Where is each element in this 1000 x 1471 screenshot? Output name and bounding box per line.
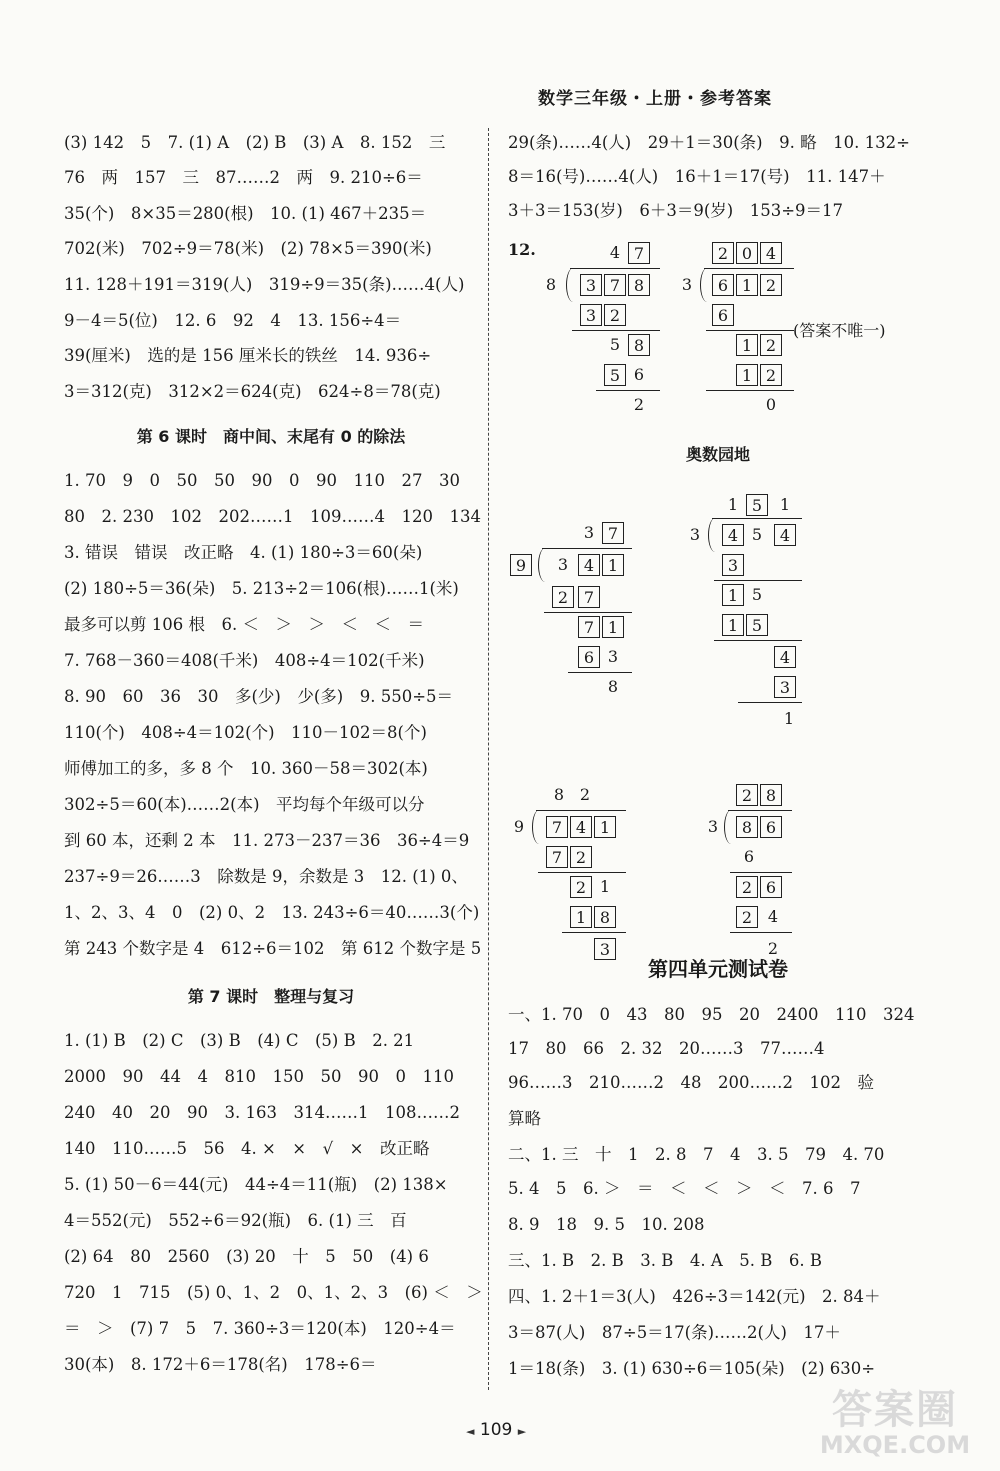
quotient-digit-box: 2 — [736, 784, 758, 806]
subtract-digit-box: 6 — [712, 304, 734, 326]
answer-line: 算略 — [508, 1109, 541, 1128]
final-remainder: 2 — [633, 395, 645, 414]
question-number: 12. — [508, 240, 536, 259]
answer-line: 1、2、3、4 0 (2) 0、2 13. 243÷6＝40……3(个) — [64, 903, 480, 922]
answer-line: 720 1 715 (5) 0、1、2 0、1、2、3 (6) ＜ ＞ — [64, 1283, 483, 1302]
answer-line: 3＝312(克) 312×2＝624(克) 624÷8＝78(克) — [64, 382, 441, 401]
answer-line: 11. 128＋191＝319(人) 319÷9＝35(条)……4(人) — [64, 275, 465, 294]
subtract-digit: 4 — [767, 907, 779, 926]
quotient-digit-box: 7 — [602, 522, 624, 544]
division-bracket — [566, 268, 579, 302]
dividend-digit-box: 1 — [602, 554, 624, 576]
step-line — [706, 390, 794, 391]
long-division-f — [706, 784, 826, 964]
answer-line: 8. 9 18 9. 5 10. 208 — [508, 1215, 705, 1234]
answer-note: (答案不唯一) — [793, 321, 886, 340]
column-divider — [488, 128, 489, 1390]
watermark — [800, 1388, 990, 1458]
dividend-digit-box: 6 — [760, 816, 782, 838]
answer-line: 76 两 157 三 87……2 两 9. 210÷6＝ — [64, 168, 423, 187]
answer-line: 96……3 210……2 48 200……2 102 验 — [508, 1073, 874, 1092]
division-bracket — [532, 810, 545, 844]
dividend-digit: 5 — [751, 525, 763, 544]
answer-line: (2) 64 80 2560 (3) 20 十 5 50 (4) 6 — [64, 1247, 429, 1266]
quotient-digit-box: 2 — [712, 242, 734, 264]
division-bar — [542, 548, 632, 549]
right-arrow-icon: ► — [517, 1425, 527, 1438]
answer-line: 1. 70 9 0 50 50 90 0 90 110 27 30 — [64, 471, 460, 490]
page-number: 109 — [479, 1420, 513, 1440]
division-bar — [712, 518, 802, 519]
answer-line: 2000 90 44 4 810 150 50 90 0 110 — [64, 1067, 454, 1086]
answer-line: 3＋3＝153(岁) 6＋3＝9(岁) 153÷9＝17 — [508, 201, 844, 220]
quotient-digit: 3 — [583, 523, 595, 542]
answer-line: 140 110……5 56 4. × × √ × 改正略 — [64, 1139, 430, 1158]
dividend-digit-box: 1 — [736, 274, 758, 296]
step-line — [562, 932, 626, 933]
remainder-digit-box: 8 — [628, 334, 650, 356]
answer-line: 5. (1) 50－6＝44(元) 44÷4＝11(瓶) (2) 138× — [64, 1175, 448, 1194]
divisor: 9 — [513, 817, 525, 836]
answer-line: 4＝552(元) 552÷6＝92(瓶) 6. (1) 三 百 — [64, 1211, 407, 1230]
watermark-logo: 答案圈 — [832, 1387, 958, 1433]
answer-line: 8＝16(号)……4(人) 16＋1＝17(号) 11. 147＋ — [508, 167, 886, 186]
answer-line: 到 60 本，还剩 2 本 11. 273－237＝36 36÷4＝9 — [64, 831, 470, 850]
final-remainder: 0 — [765, 395, 777, 414]
step-line — [738, 702, 802, 703]
step-line — [730, 932, 792, 933]
subtract-digit-box: 3 — [722, 554, 744, 576]
final-remainder: 8 — [607, 677, 619, 696]
step-line — [714, 580, 802, 581]
answer-line: 302÷5＝60(本)……2(本) 平均每个年级可以分 — [64, 795, 425, 814]
answer-line: 240 40 20 90 3. 163 314……1 108……2 — [64, 1103, 460, 1122]
subtract-digit-box: 1 — [736, 364, 758, 386]
dividend-digit-box: 3 — [580, 274, 602, 296]
remainder-digit-box: 4 — [774, 646, 796, 668]
step-line — [568, 672, 632, 673]
long-division-d — [686, 492, 826, 762]
section-heading: 奥数园地 — [685, 445, 750, 464]
answer-line: 30(本) 8. 172＋6＝178(名) 178÷6＝ — [64, 1355, 377, 1374]
final-remainder: 1 — [783, 709, 795, 728]
long-division-a — [540, 240, 680, 420]
subtract-digit-box: 3 — [580, 304, 602, 326]
divisor: 3 — [681, 275, 693, 294]
answer-line: 四、1. 2＋1＝3(人) 426÷3＝142(元) 2. 84＋ — [508, 1287, 881, 1306]
answer-line: 最多可以剪 106 根 6. ＜ ＞ ＞ ＜ ＜ ＝ — [64, 615, 424, 634]
subtract-digit-box: 1 — [570, 906, 592, 928]
quotient-digit-box: 8 — [760, 784, 782, 806]
final-remainder: 2 — [767, 939, 779, 958]
answer-line: ＝ ＞ (7) 7 5 7. 360÷3＝120(本) 120÷4＝ — [64, 1319, 456, 1338]
remainder-digit-box: 2 — [736, 876, 758, 898]
step-line — [596, 390, 660, 391]
answer-line: 二、1. 三 十 1 2. 8 7 4 3. 5 79 4. 70 — [508, 1145, 885, 1164]
answer-line: 师傅加工的多，多 8 个 10. 360－58＝302(本) — [64, 759, 428, 778]
answer-line: 1. (1) B (2) C (3) B (4) C (5) B 2. 21 — [64, 1031, 415, 1050]
remainder-digit-box: 2 — [570, 876, 592, 898]
remainder-digit-box: 1 — [722, 584, 744, 606]
answer-line: 110(个) 408÷4＝102(个) 110－102＝8(个) — [64, 723, 427, 742]
subtract-digit-box: 8 — [594, 906, 616, 928]
dividend-digit-box: 1 — [594, 816, 616, 838]
dividend-digit-box: 7 — [546, 816, 568, 838]
divisor: 3 — [689, 525, 701, 544]
left-arrow-icon: ◄ — [466, 1425, 475, 1438]
division-bar — [728, 810, 792, 811]
answer-line: 5. 4 5 6. ＞ ＝ ＜ ＜ ＞ ＜ 7. 6 7 — [508, 1179, 861, 1198]
answer-line: 三、1. B 2. B 3. B 4. A 5. B 6. B — [508, 1251, 822, 1270]
divisor: 8 — [545, 275, 557, 294]
division-bar — [704, 268, 794, 269]
remainder-digit: 5 — [751, 585, 763, 604]
step-line — [544, 612, 632, 613]
remainder-digit-box: 1 — [736, 334, 758, 356]
division-bracket — [538, 548, 551, 582]
final-remainder-box: 3 — [594, 938, 616, 960]
answer-line: 39(厘米) 选的是 156 厘米长的铁丝 14. 936÷ — [64, 346, 432, 365]
step-line — [714, 640, 802, 641]
quotient-digit: 4 — [609, 243, 621, 262]
subtract-digit-box: 2 — [760, 364, 782, 386]
answer-line: 8. 90 60 36 30 多(少) 少(多) 9. 550÷5＝ — [64, 687, 454, 706]
answer-line: 7. 768－360＝408(千米) 408÷4＝102(千米) — [64, 651, 425, 670]
subtract-digit-box: 3 — [774, 676, 796, 698]
step-line — [730, 872, 792, 873]
dividend-digit-box: 4 — [774, 524, 796, 546]
remainder-digit-box: 2 — [760, 334, 782, 356]
page-footer — [466, 1420, 526, 1440]
answer-line: 一、1. 70 0 43 80 95 20 2400 110 324 — [508, 1005, 915, 1024]
page-header: 数学三年级・上册・参考答案 — [538, 89, 772, 109]
divisor-box: 9 — [510, 554, 532, 576]
step-line — [706, 330, 794, 331]
subtract-digit-box: 2 — [736, 906, 758, 928]
answer-line: 3＝87(人) 87÷5＝17(条)……2(人) 17＋ — [508, 1323, 841, 1342]
long-division-c — [508, 520, 648, 700]
dividend-digit-box: 8 — [628, 274, 650, 296]
remainder-digit-box: 6 — [760, 876, 782, 898]
quotient-digit-box: 4 — [760, 242, 782, 264]
remainder-digit: 1 — [599, 877, 611, 896]
dividend-digit-box: 4 — [570, 816, 592, 838]
quotient-digit: 2 — [579, 785, 591, 804]
dividend-digit-box: 4 — [722, 524, 744, 546]
remainder-digit: 5 — [609, 335, 621, 354]
remainder-digit-box: 1 — [602, 616, 624, 638]
division-bar — [536, 810, 626, 811]
subtract-digit-box: 5 — [746, 614, 768, 636]
division-bar — [570, 268, 660, 269]
long-division-e — [512, 784, 652, 964]
dividend-digit-box: 7 — [604, 274, 626, 296]
divisor: 3 — [707, 817, 719, 836]
quotient-digit: 8 — [553, 785, 565, 804]
dividend-digit-box: 4 — [578, 554, 600, 576]
dividend-digit-box: 8 — [736, 816, 758, 838]
quotient-digit: 1 — [727, 495, 739, 514]
long-division-b — [680, 240, 820, 420]
subtract-digit-box: 2 — [604, 304, 626, 326]
answer-line: (2) 180÷5＝36(朵) 5. 213÷2＝106(根)……1(米) — [64, 579, 459, 598]
subtract-digit-box: 5 — [604, 364, 626, 386]
subtract-digit-box: 7 — [546, 846, 568, 868]
subtract-digit-box: 6 — [578, 646, 600, 668]
answer-line: 17 80 66 2. 32 20……3 77……4 — [508, 1039, 825, 1058]
step-line — [572, 330, 660, 331]
watermark-url: MXQE.COM — [819, 1431, 971, 1459]
step-line — [538, 872, 626, 873]
answer-line: 1＝18(条) 3. (1) 630÷6＝105(朵) (2) 630÷ — [508, 1359, 876, 1378]
section-heading: 第 6 课时 商中间、末尾有 0 的除法 — [136, 427, 406, 446]
division-bracket — [708, 518, 721, 552]
quotient-digit-box: 5 — [746, 494, 768, 516]
section-heading: 第 7 课时 整理与复习 — [187, 987, 355, 1006]
quotient-digit-box: 7 — [628, 242, 650, 264]
subtract-digit: 6 — [633, 365, 645, 384]
answer-line: 80 2. 230 102 202……1 109……4 120 134 — [64, 507, 481, 526]
answer-line: 35(个) 8×35＝280(根) 10. (1) 467＋235＝ — [64, 204, 427, 223]
subtract-digit-box: 7 — [578, 586, 600, 608]
answer-line: 第 243 个数字是 4 612÷6＝102 第 612 个数字是 5 — [64, 939, 482, 958]
dividend-digit: 3 — [557, 555, 569, 574]
answer-line: (3) 142 5 7. (1) A (2) B (3) A 8. 152 三 — [64, 133, 446, 152]
answer-line: 29(条)……4(人) 29＋1＝30(条) 9. 略 10. 132÷ — [508, 133, 910, 152]
subtract-digit-box: 2 — [552, 586, 574, 608]
test-title: 第四单元测试卷 — [648, 957, 788, 981]
subtract-digit-box: 1 — [722, 614, 744, 636]
dividend-digit-box: 2 — [760, 274, 782, 296]
subtract-digit-box: 2 — [570, 846, 592, 868]
answer-line: 702(米) 702÷9＝78(米) (2) 78×5＝390(米) — [64, 239, 432, 258]
answer-line: 3. 错误 错误 改正略 4. (1) 180÷3＝60(朵) — [64, 543, 423, 562]
dividend-digit-box: 6 — [712, 274, 734, 296]
subtract-digit: 6 — [743, 847, 755, 866]
quotient-digit: 1 — [779, 495, 791, 514]
answer-line: 9－4＝5(位) 12. 6 92 4 13. 156÷4＝ — [64, 311, 402, 330]
subtract-digit: 3 — [607, 647, 619, 666]
remainder-digit-box: 7 — [578, 616, 600, 638]
quotient-digit-box: 0 — [736, 242, 758, 264]
answer-line: 237÷9＝26……3 除数是 9，余数是 3 12. (1) 0、 — [64, 867, 468, 886]
